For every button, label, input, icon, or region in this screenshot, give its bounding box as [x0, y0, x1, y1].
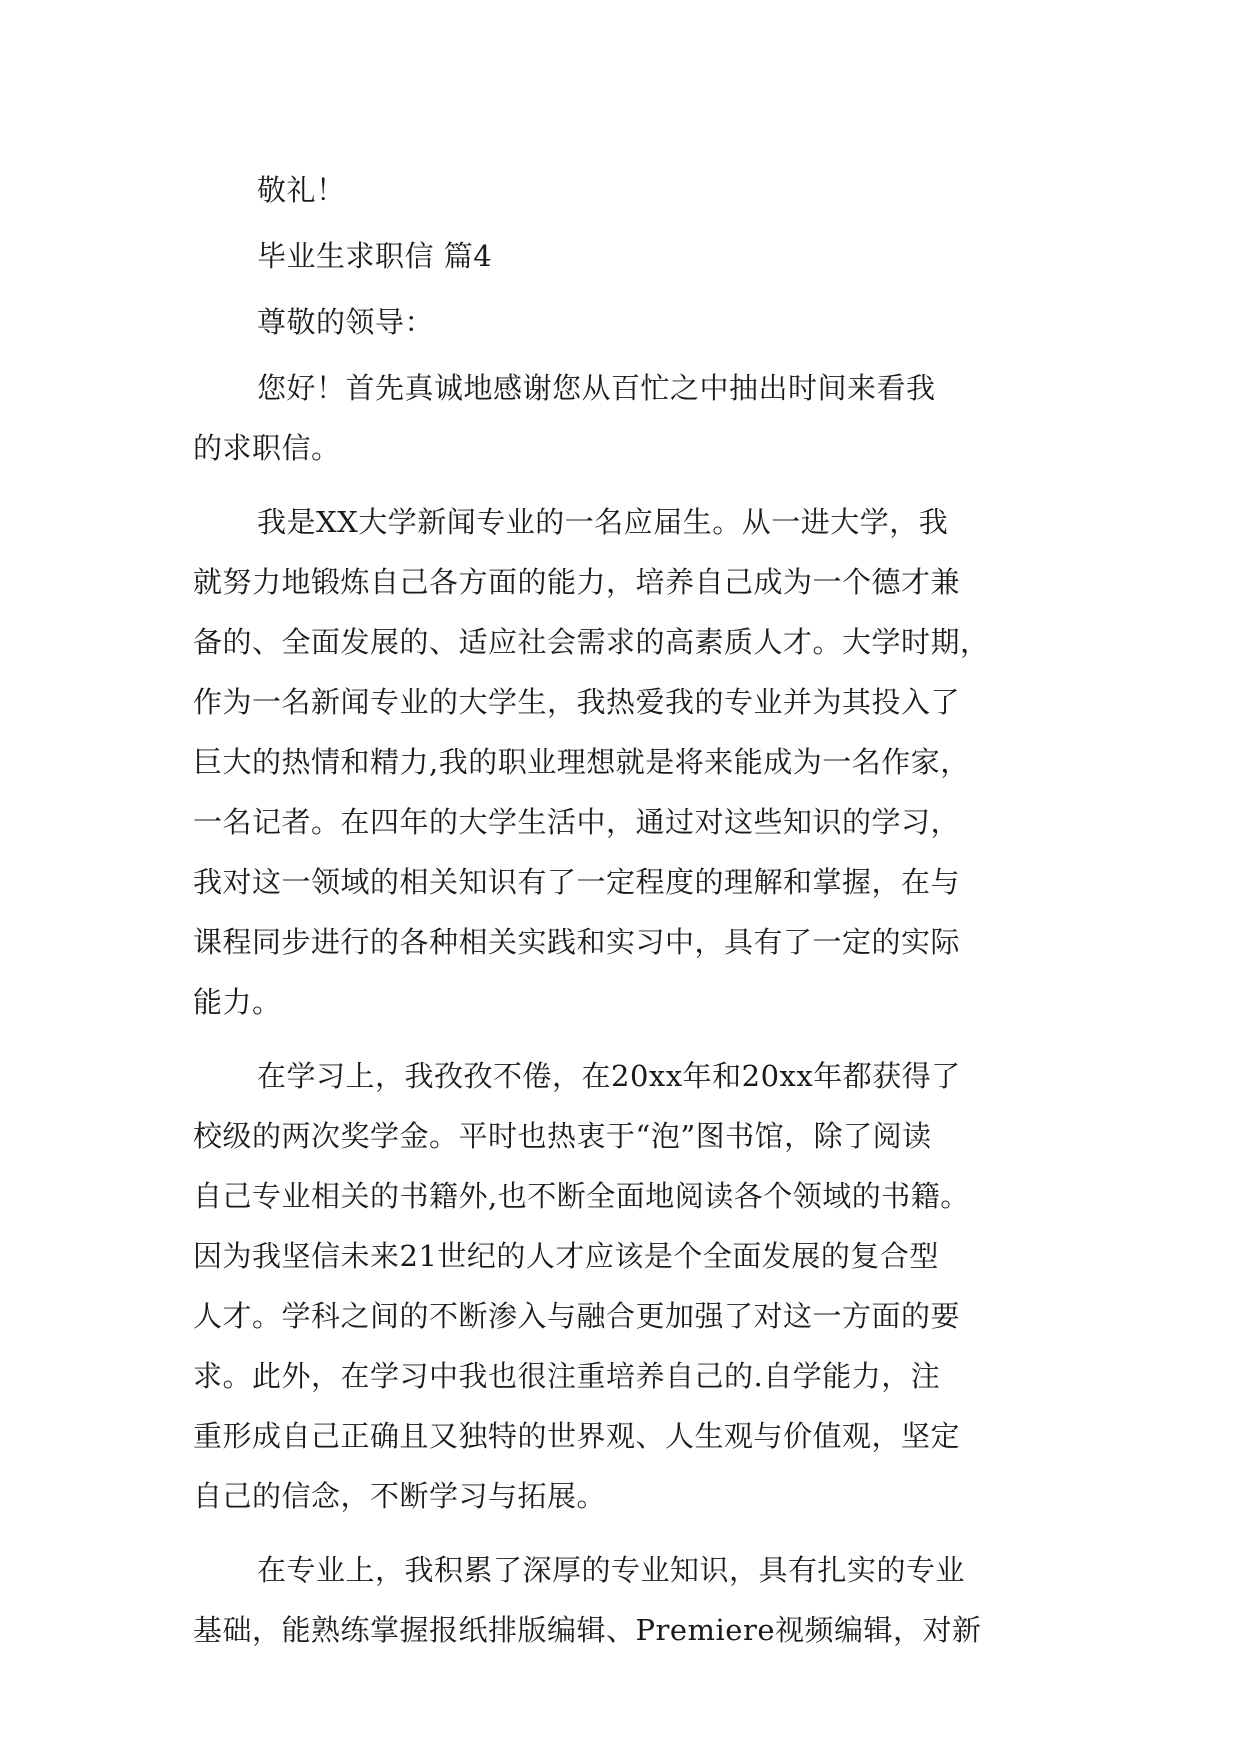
paragraph-line: 能力。 [193, 985, 282, 1019]
paragraph [193, 1540, 1048, 1660]
paragraph-line: 基础，能熟练掌握报纸排版编辑、Premiere视频编辑，对新 [193, 1613, 982, 1647]
section-title: 毕业生求职信 篇4 [257, 239, 493, 273]
paragraph-line: 巨大的热情和精力,我的职业理想就是将来能成为一名作家， [193, 745, 970, 779]
paragraph-line: 备的、全面发展的、适应社会需求的高素质人才。大学时期， [193, 625, 990, 659]
paragraph-line: 我对这一领域的相关知识有了一定程度的理解和掌握，在与 [193, 865, 961, 899]
document-body [193, 160, 1048, 1660]
paragraph-line: 就努力地锻炼自己各方面的能力，培养自己成为一个德才兼 [193, 565, 961, 599]
paragraph-line: 自己专业相关的书籍外,也不断全面地阅读各个领域的书籍。 [193, 1179, 970, 1213]
paragraph [193, 1046, 1048, 1526]
paragraph-line: 自己的信念，不断学习与拓展。 [193, 1479, 607, 1513]
paragraph-line: 在专业上，我积累了深厚的专业知识，具有扎实的专业 [257, 1553, 966, 1587]
paragraph-line: 课程同步进行的各种相关实践和实习中，具有了一定的实际 [193, 925, 961, 959]
paragraph-line: 在学习上，我孜孜不倦，在20xx年和20xx年都获得了 [257, 1059, 961, 1093]
paragraph-line: 求。此外，在学习中我也很注重培养自己的.自学能力，注 [193, 1359, 941, 1393]
paragraph [193, 358, 1048, 478]
paragraph-line: 一名记者。在四年的大学生活中，通过对这些知识的学习， [193, 805, 961, 839]
paragraph-line: 校级的两次奖学金。平时也热衷于“泡”图书馆，除了阅读 [193, 1119, 932, 1153]
paragraph-line: 人才。学科之间的不断渗入与融合更加强了对这一方面的要 [193, 1299, 961, 1333]
paragraph [193, 492, 1048, 1032]
paragraph-line: 重形成自己正确且又独特的世界观、人生观与价值观，坚定 [193, 1419, 961, 1453]
salutation: 尊敬的领导： [257, 305, 435, 339]
paragraph-line: 作为一名新闻专业的大学生，我热爱我的专业并为其投入了 [193, 685, 961, 719]
closing-line: 敬礼！ [257, 173, 346, 207]
paragraph-line: 的求职信。 [193, 431, 341, 465]
paragraph-line: 因为我坚信未来21世纪的人才应该是个全面发展的复合型 [193, 1239, 939, 1273]
paragraph-line: 我是XX大学新闻专业的一名应届生。从一进大学，我 [257, 505, 949, 539]
paragraph-line: 您好！首先真诚地感谢您从百忙之中抽出时间来看我 [257, 371, 936, 405]
